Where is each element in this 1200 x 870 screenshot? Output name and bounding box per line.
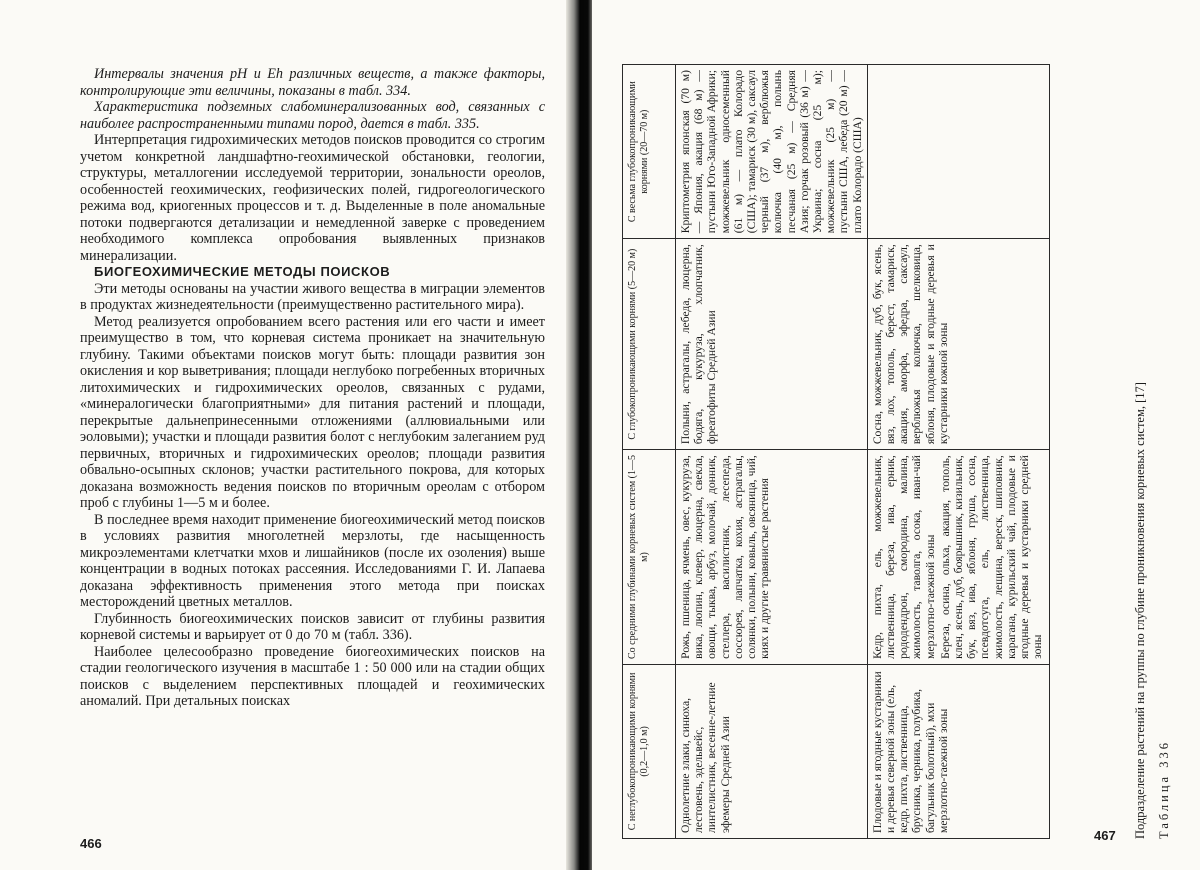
column-header: С весьма глубокопроникающими корнями (20—70 м)	[623, 65, 676, 239]
right-page	[592, 0, 1200, 870]
table-row	[867, 65, 1050, 839]
page-number: 467	[1094, 828, 1116, 843]
paragraph: Интервалы значения pH и Eh различных веществ, а также факторы, контролирующие эти величины, показаны в табл. 334.	[80, 66, 545, 99]
table-cell: Полыни, астрагалы, лебеда, люцерна, бодяга, кукуруза, хлопчатник, фреатофиты Средней Азии	[676, 239, 868, 450]
column-header: Со средними глубинами корневых систем (1—5 м)	[623, 450, 676, 665]
table-cell	[867, 450, 1050, 665]
plants-table	[622, 64, 1050, 839]
rotated-table-block	[622, 64, 1170, 839]
paragraph: Глубинность биогеохимических поисков зависит от глубины развития корневой системы и варьирует от 0 до 70 м (табл. 336).	[80, 610, 545, 643]
left-page	[0, 0, 578, 870]
column-header: С неглубокопроникающими корнями (0,2—1,0 м)	[623, 664, 676, 838]
table-cell	[867, 65, 1050, 239]
cell-paragraph: Береза, осина, ольха, акация, тополь, клен, ясень, дуб, боярышник, кизильник, бук, вяз, ива, яблоня, груша, сосна, псевдотсуга, ель, лиственница, жимолость, лещина, вереск, шиповник, карагана, курильский чай, плодовые и ягодные деревья и кустарники средней зоны	[938, 455, 1045, 659]
table-caption: Подразделение растений на группы по глубине проникновения корневых систем, [17]	[1133, 382, 1147, 839]
paragraph: Метод реализуется опробованием всего растения или его части и имеет преимущество в том, что корневая система проникает на значительную глубину. Такими объектами поисков могут быть: площади развития зон окисления и кор выветривания; площади неглубоко погребенных вторичных литохимических и гидрохимических ореолов, связанных с рудами, «минералогически благоприятными» для питания растений и площади, перекрытые дальнепринесенными отложениями (аллювиальными или эоловыми); участки и площади развития болот с неглубоким залеганием руд первичных, вторичных и гидрохимических ореолов; площади развития обвально-осыпных склонов; участки растительного покрова, для которых доказана возможность ведения поисков по вторичным ореолам с отбором проб с глубины 1—5 м и более.	[80, 313, 545, 511]
section-heading: БИОГЕОХИМИЧЕСКИЕ МЕТОДЫ ПОИСКОВ	[94, 264, 391, 279]
table-cell: Сосна, можжевельник, дуб, бук, ясень, вяз, лох, тополь, берест, тамариск, акация, аморфа, эфедра, саксаул, верблюжья колючка, шелковица, яблоня, плодовые и ягодные деревья и кустарники южной зоны	[867, 239, 1050, 450]
paragraph: Характеристика подземных слабоминерализованных вод, связанных с наиболее распространенными типами пород, дается в табл. 335.	[80, 99, 545, 132]
left-page-text	[80, 66, 545, 710]
table-cell: Рожь, пшеница, ячмень, овес, кукуруза, вика, люпин, клевер, люцерна, свекла, овощи, тыква, арбуз, молочай, донник, стеллера, василистник, лесепеда, сосcюрея, лапчатка, кохия, астрагалы, солянки, полыни, ковыль, овсяница, чий, киях и другие травянистые растения	[676, 450, 868, 665]
table-cell: Однолетние злаки, синюха, лестовень, эдельвейс, линтелистник, весенне-летние эфемеры Средней Азии	[676, 664, 868, 838]
cell-paragraph: Кедр, пихта, ель, можжевельник, лиственница, береза, ива, ерник, рододендрон, смородина, малина, жимолость, таволга, осока, иван-чай мерзлотно-таежной зоны	[870, 455, 937, 659]
table-header-row	[623, 65, 676, 839]
page-number: 466	[80, 836, 102, 851]
paragraph: Наиболее целесообразно проведение биогеохимических поисков на стадии геологического изучения в масштабе 1 : 50 000 или на стадии общих поисков с выделением перспективных площадей и геохимических аномалий. При детальных поисках	[80, 643, 545, 709]
table-row	[676, 65, 868, 839]
paragraph: Интерпретация гидрохимических методов поисков проводится со строгим учетом конкретной ландшафтно-геохимической обстановки, геологии, структуры, металлогении исследуемой территории, зональности ореолов, особенностей геохимических, геофизических полей, гидрогеологического режима вод, криогенных процессов и т. д. Выделенные в поле аномальные потоки подвергаются детализации и немедленной заверке с проведением необходимого комплекса опробования выявленных признаков минерализации.	[80, 132, 545, 264]
table-label: Таблица 336	[1157, 740, 1171, 839]
paragraph: В последнее время находит применение биогеохимический метод поисков в условиях развития многолетней мерзлоты, где насыщенность микроэлементами клетчатки мхов и лишайников (после их озоления) выше концентрации в водных потоках рассеяния. Исследованиями Г. И. Лапаева доказана эффективность применения этого метода при поисках месторождений цветных металлов.	[80, 511, 545, 610]
column-header: С глубокопроникающими корнями (5—20 м)	[623, 239, 676, 450]
table-cell: Плодовые и ягодные кустарники и деревья северной зоны (ель, кедр, пихта, лиственница, брусника, черника, голубика, багульник болотный), мхи мерзлотно-таежной зоны	[867, 664, 1050, 838]
paragraph: Эти методы основаны на участии живого вещества в миграции элементов в продуктах жизнедеятельности (преимущественно растительного мира).	[80, 280, 545, 313]
table-cell: Криптометрия японская (70 м) — Япония, акация (68 м) — пустыни Юго-Западной Африки; можжевельник однoсеменный (61 м) — плато Колорадо (США); тамариск (30 м), саксаул черный (37 м), верблюжья колючка (40 м), полынь песчаная (25 м) — Средняя Азия; горчак розовый (36 м) — Украина; сосна (25 м); можжевельник (25 м) — пустыни США, лебеда (20 м) — плато Колорадо (США)	[676, 65, 868, 239]
